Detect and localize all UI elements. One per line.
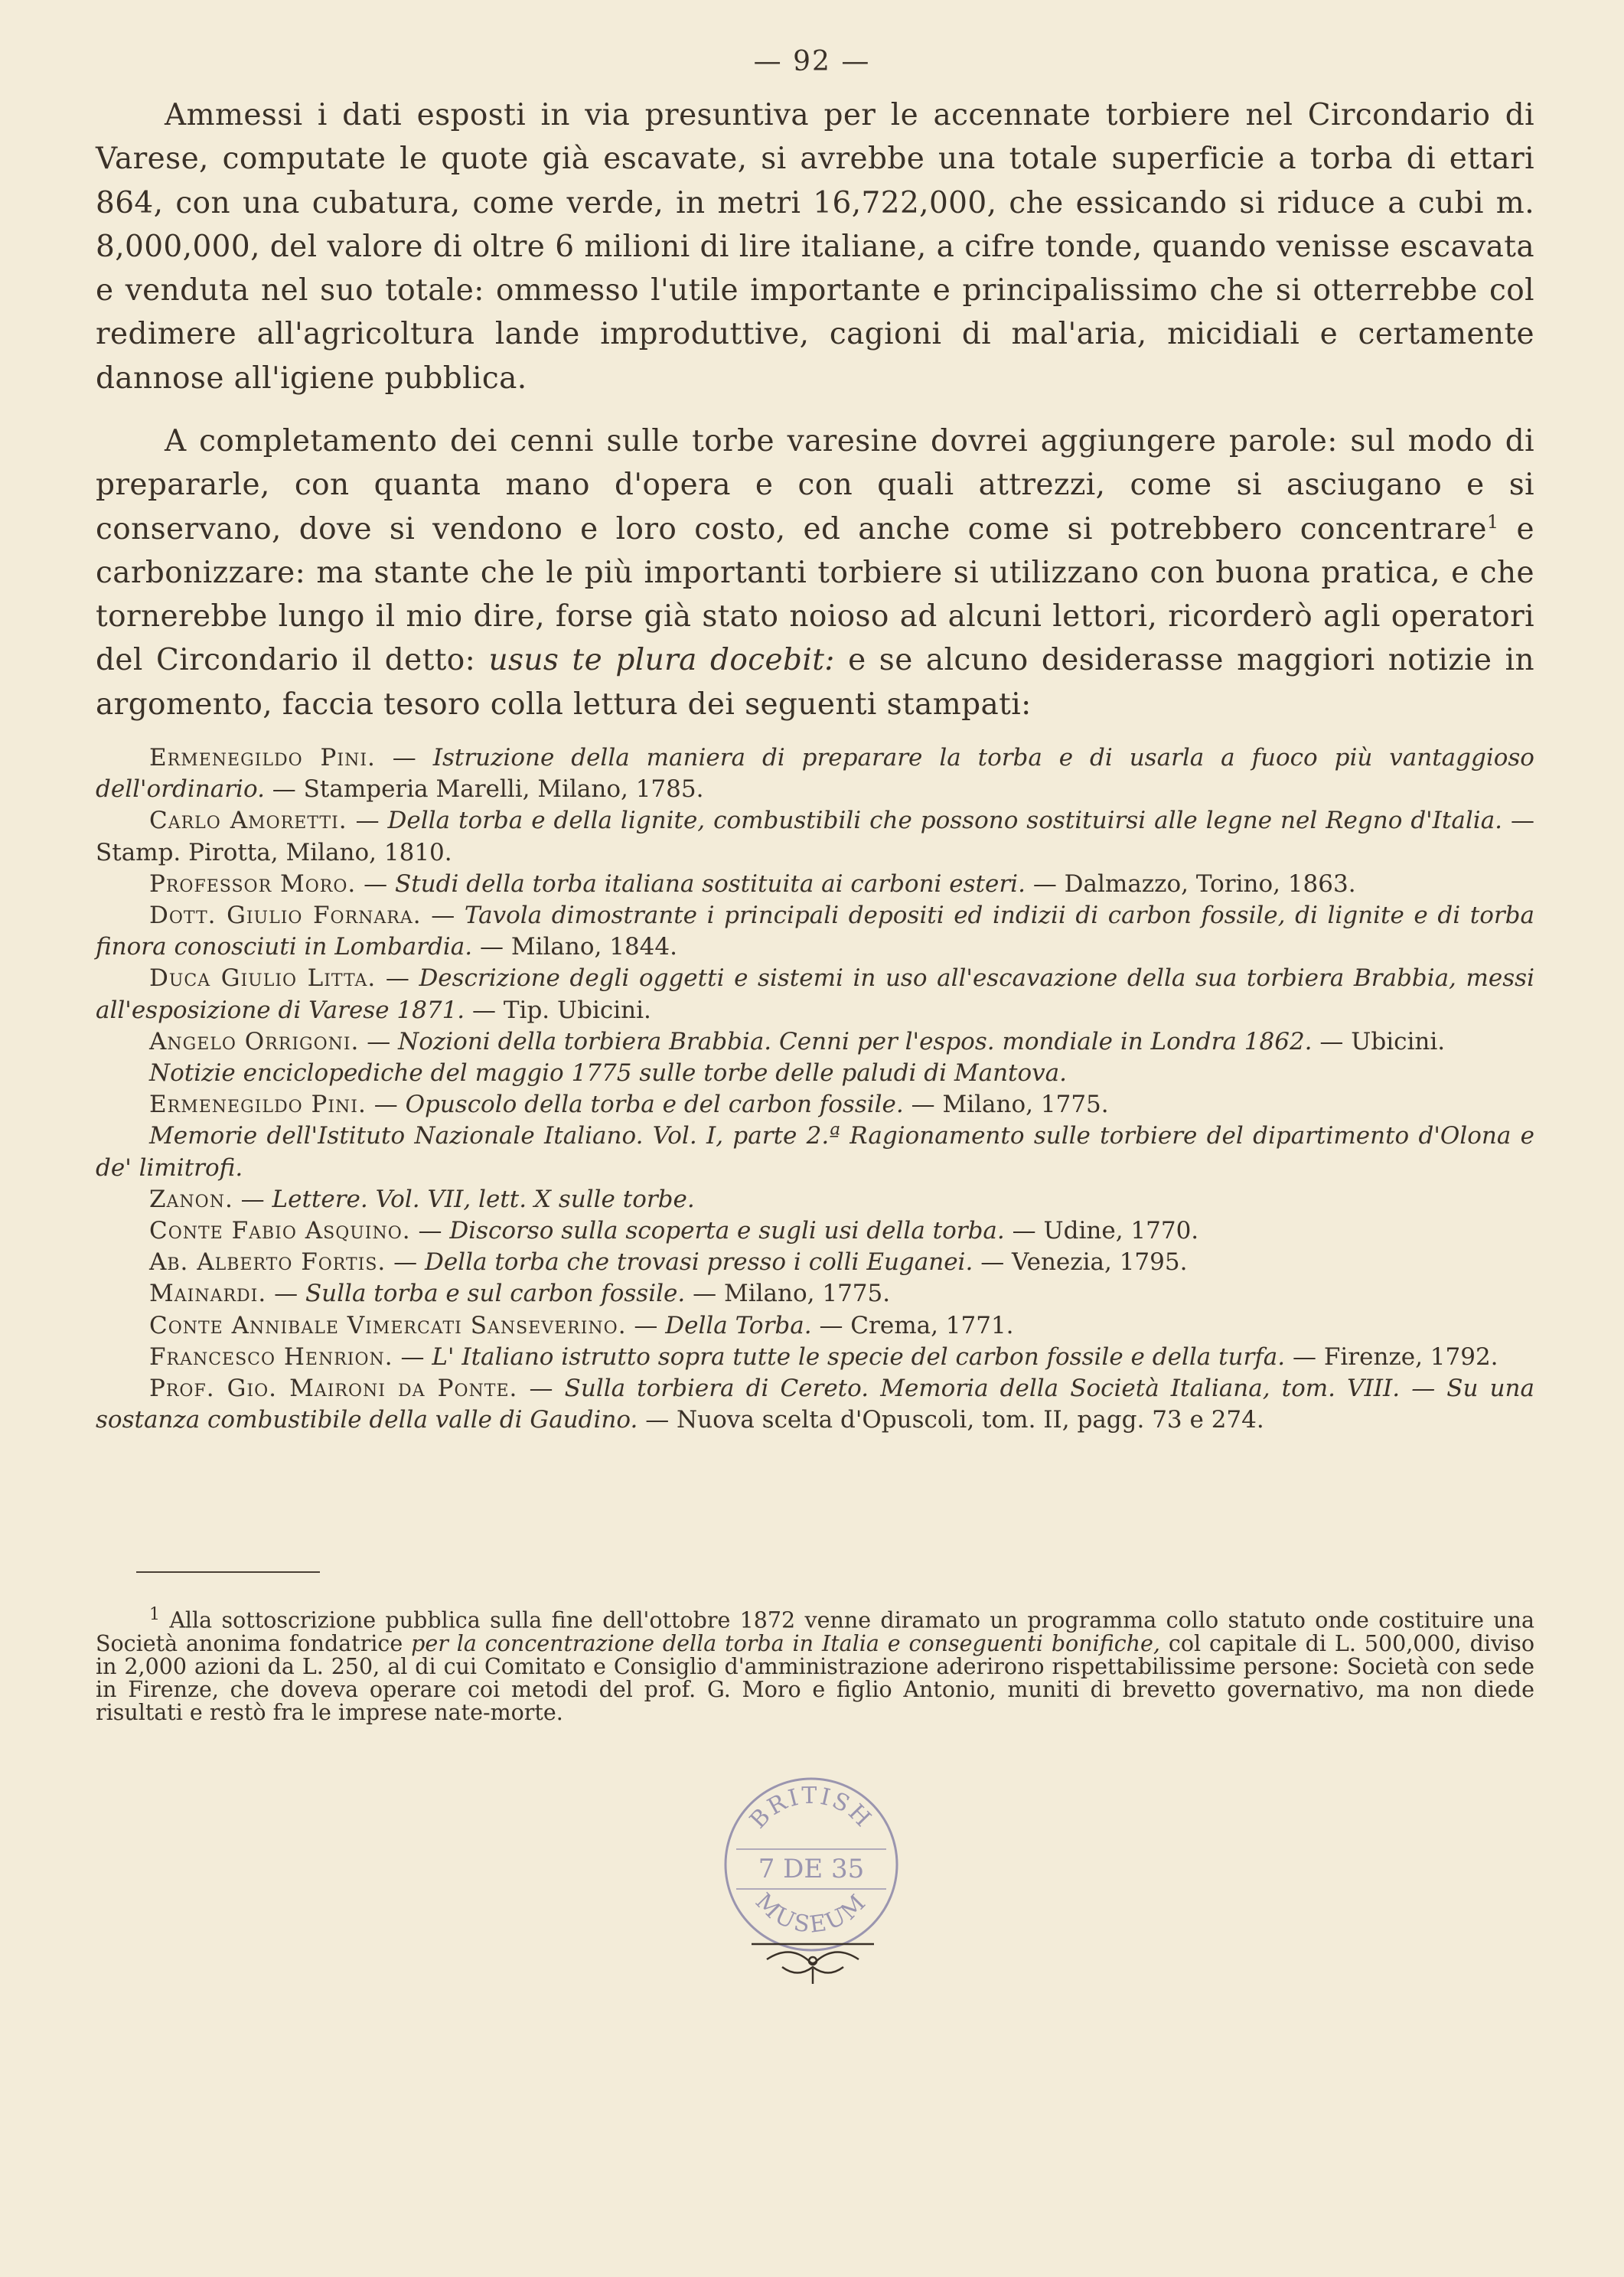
footnote-text (96, 1603, 1534, 1724)
paragraph-text-part: e carbonizzare: ma stante che le più importanti torbiere si utilizzano con buona pratica, e che tornerebbe lungo il mio dire, forse già stato noioso ad alcuni lettori, ricorderò agli operatori del Circondario il detto: (96, 511, 1534, 678)
footnote-text-part: col capitale di L. 500,000, diviso in 2,000 azioni da L. 250, al di cui Comitato e Consiglio d'amministrazione aderirono rispettabilissime persone: Società con sede in Firenze, che doveva operare coi metodi del prof. G. Moro e figlio Antonio, muniti di brevetto governativo, ma non diede risultati e restò fra le imprese nate-morte. (96, 1630, 1535, 1725)
printer-ornament (736, 1936, 889, 1990)
entry-publisher: — Udine, 1770. (1012, 1217, 1199, 1245)
bibliography-entry: Zanon. — Lettere. Vol. VII, lett. X sulle torbe. (149, 1185, 695, 1213)
entry-author: Professor Moro. (149, 869, 357, 898)
entry-title: Opuscolo della torba e del carbon fossile. (405, 1091, 904, 1119)
bibliography-entry: Conte Fabio Asquino. — Discorso sulla scoperta e sugli usi della torba. — Udine, 1770. (149, 1217, 1199, 1245)
entry-publisher: — Tip. Ubicini. (472, 996, 651, 1024)
entry-publisher: — Milano, 1775. (911, 1091, 1109, 1119)
entry-title: Memorie dell'Istituto Nazionale Italiano. Vol. I, parte 2.ª Ragionamento sulle torbiere del dipartimento d'Olona e de' limitrofi. (96, 1122, 1534, 1182)
entry-title: Descrizione degli oggetti e sistemi in uso all'escavazione della sua torbiera Brabbia, messi all'esposizione di Varese 1871. (96, 964, 1534, 1024)
entry-author: Duca Giulio Litta. (149, 964, 377, 993)
entry-title: Lettere. Vol. VII, lett. X sulle torbe. (272, 1185, 695, 1213)
footnote-text-part: Alla sottoscrizione pubblica sulla fine dell'ottobre 1872 venne diramato un programma collo statuto onde costituire una Società anonima fondatrice (96, 1607, 1535, 1656)
bibliography-entry: Mainardi. — Sulla torba e sul carbon fossile. — Milano, 1775. (149, 1280, 891, 1308)
entry-author: Carlo Amoretti. (149, 807, 347, 835)
bibliography-entry: Ermenegildo Pini. — Opuscolo della torba e del carbon fossile. — Milano, 1775. (149, 1091, 1109, 1119)
paragraph-text: Ammessi i dati esposti in via presuntiva per le accennate torbiere nel Circondario di Varese, computate le quote già escavate, si avrebbe una totale superficie a torba di ettari 864, con una cubatura, come verde, in metri 16,722,000, che essicando si riduce a cubi m. 8,000,000, del valore di oltre 6 milioni di lire italiane, a cifre tonde, quando venisse escavata e venduta nel suo totale: ommesso l'utile importante e principalissimo che si otterrebbe col redimere all'agricoltura lande improduttive, cagioni di mal'aria, micidiali e certamente dannose all'igiene pubblica. (96, 98, 1534, 396)
entry-author: Ab. Alberto Fortis. (149, 1248, 386, 1277)
entry-title: L' Italiano istrutto sopra tutte le specie del carbon fossile e della turfa. (432, 1342, 1286, 1371)
entry-publisher: — Venezia, 1795. (980, 1248, 1188, 1277)
entry-title: Della Torba. (665, 1311, 812, 1339)
bibliography-entry: Angelo Orrigoni. — Nozioni della torbiera Brabbia. Cenni per l'espos. mondiale in Londra 1862. — Ubicini. (149, 1027, 1446, 1055)
entry-author: Angelo Orrigoni. (149, 1027, 360, 1055)
footnote (96, 1603, 1534, 1724)
stamp-top-text: BRITISH (745, 1782, 878, 1835)
entry-author: Conte Fabio Asquino. (149, 1217, 411, 1245)
entry-publisher: — Stamperia Marelli, Milano, 1785. (272, 775, 704, 804)
entry-author: Zanon. (149, 1185, 233, 1213)
entry-publisher: — Milano, 1775. (693, 1280, 891, 1308)
paragraph-text (96, 419, 1534, 726)
entry-publisher: — Milano, 1844. (479, 933, 677, 961)
bibliography-entry: Francesco Henrion. — L' Italiano istrutto sopra tutte le specie del carbon fossile e della turfa. — Firenze, 1792. (149, 1342, 1498, 1371)
entry-author: Prof. Gio. Maironi da Ponte. (149, 1375, 518, 1403)
stamp-date: 7 DE 35 (758, 1854, 865, 1884)
entry-title: Sulla torbiera di Cereto. Memoria della Società Italiana, tom. VIII. — Su una sostanza combustibile della valle di Gaudino. (96, 1375, 1534, 1434)
entry-title: Notizie enciclopediche del maggio 1775 sulle torbe delle paludi di Mantova. (149, 1059, 1068, 1088)
bibliography-entry: Ermenegildo Pini. — Istruzione della maniera di preparare la torba e di usarla a fuoco più vantaggioso dell'ordinario. — Stamperia Marelli, Milano, 1785. (96, 744, 1534, 804)
entry-author: Francesco Henrion. (149, 1342, 393, 1371)
entry-title: Della torba che trovasi presso i colli Euganei. (424, 1248, 973, 1277)
entry-title: Della torba e della lignite, combustibili che possono sostituirsi alle legne nel Regno d'Italia. (387, 807, 1503, 835)
entry-title: Discorso sulla scoperta e sugli usi della torba. (449, 1217, 1005, 1245)
footnote-divider (136, 1571, 320, 1573)
bibliography-entry: Ab. Alberto Fortis. — Della torba che trovasi presso i colli Euganei. — Venezia, 1795. (149, 1248, 1188, 1277)
bibliography-entry: Duca Giulio Litta. — Descrizione degli oggetti e sistemi in uso all'escavazione della sua torbiera Brabbia, messi all'esposizione di Varese 1871. — Tip. Ubicini. (96, 964, 1534, 1024)
entry-title: Tavola dimostrante i principali depositi ed indizii di carbon fossile, di lignite e di torba finora conosciuti in Lombardia. (96, 902, 1535, 961)
bibliography-entry (96, 1121, 1534, 1183)
bibliography-entry: Professor Moro. — Studi della torba italiana sostituita ai carboni esteri. — Dalmazzo, Torino, 1863. (149, 869, 1356, 898)
bibliography-entry: Prof. Gio. Maironi da Ponte. — Sulla torbiera di Cereto. Memoria della Società Italiana, tom. VIII. — Su una sostanza combustibile della valle di Gaudino. — Nuova scelta d'Opuscoli, tom. II, pagg. 73 e 274. (96, 1375, 1534, 1434)
bibliography-entry: Conte Annibale Vimercati Sanseverino. — Della Torba. — Crema, 1771. (149, 1311, 1014, 1339)
entry-author: Ermenegildo Pini. (149, 1091, 367, 1119)
entry-author: Ermenegildo Pini. (149, 744, 376, 772)
bibliography-list (96, 742, 1534, 1436)
paragraph-text-part: e se alcuno desiderasse maggiori notizie in argomento, faccia tesoro colla lettura dei seguenti stampati: (96, 643, 1535, 722)
entry-author: Dott. Giulio Fornara. (149, 902, 422, 930)
body-paragraph-2 (96, 419, 1534, 726)
entry-publisher: — Firenze, 1792. (1293, 1342, 1498, 1371)
latin-quote: usus te plura docebit: (488, 643, 835, 678)
footnote-mark: 1 (149, 1605, 160, 1624)
entry-author: Mainardi. (149, 1280, 267, 1308)
entry-publisher: — Stamp. Pirotta, Milano, 1810. (96, 807, 1534, 866)
footnote-reference: 1 (1486, 511, 1499, 533)
british-museum-stamp (713, 1766, 909, 1962)
entry-author: Conte Annibale Vimercati Sanseverino. (149, 1311, 627, 1339)
entry-publisher: — Nuova scelta d'Opuscoli, tom. II, pagg. 73 e 274. (645, 1406, 1264, 1434)
paragraph-text-part: A completamento dei cenni sulle torbe varesine dovrei aggiungere parole: sul modo di prepararle, con quanta mano d'opera e con quali attrezzi, come si asciugano e si conservano, dove si vendono e loro costo, ed anche come si potrebbero concentrare (96, 424, 1534, 546)
bibliography-entry (96, 1058, 1534, 1089)
entry-title: Istruzione della maniera di preparare la torba e di usarla a fuoco più vantaggioso dell'ordinario. (96, 744, 1534, 804)
entry-publisher: — Ubicini. (1319, 1027, 1446, 1055)
bibliography-entry: Dott. Giulio Fornara. — Tavola dimostrante i principali depositi ed indizii di carbon fossile, di lignite e di torba finora conosciuti in Lombardia. — Milano, 1844. (96, 902, 1535, 961)
body-paragraph-1 (96, 93, 1534, 400)
bibliography-entry: Carlo Amoretti. — Della torba e della lignite, combustibili che possono sostituirsi alle legne nel Regno d'Italia. — Stamp. Pirotta, Milano, 1810. (96, 807, 1534, 866)
entry-title: Nozioni della torbiera Brabbia. Cenni per l'espos. mondiale in Londra 1862. (398, 1027, 1313, 1055)
page-number: — 92 — (753, 46, 871, 77)
entry-title: Studi della torba italiana sostituita ai carboni esteri. (394, 869, 1026, 898)
stamp-bottom-text: MUSEUM (749, 1887, 873, 1939)
footnote-italic: per la concentrazione della torba in Italia e conseguenti bonifiche, (411, 1630, 1160, 1656)
entry-title: Sulla torba e sul carbon fossile. (305, 1280, 686, 1308)
entry-publisher: — Crema, 1771. (819, 1311, 1014, 1339)
entry-publisher: — Dalmazzo, Torino, 1863. (1032, 869, 1356, 898)
